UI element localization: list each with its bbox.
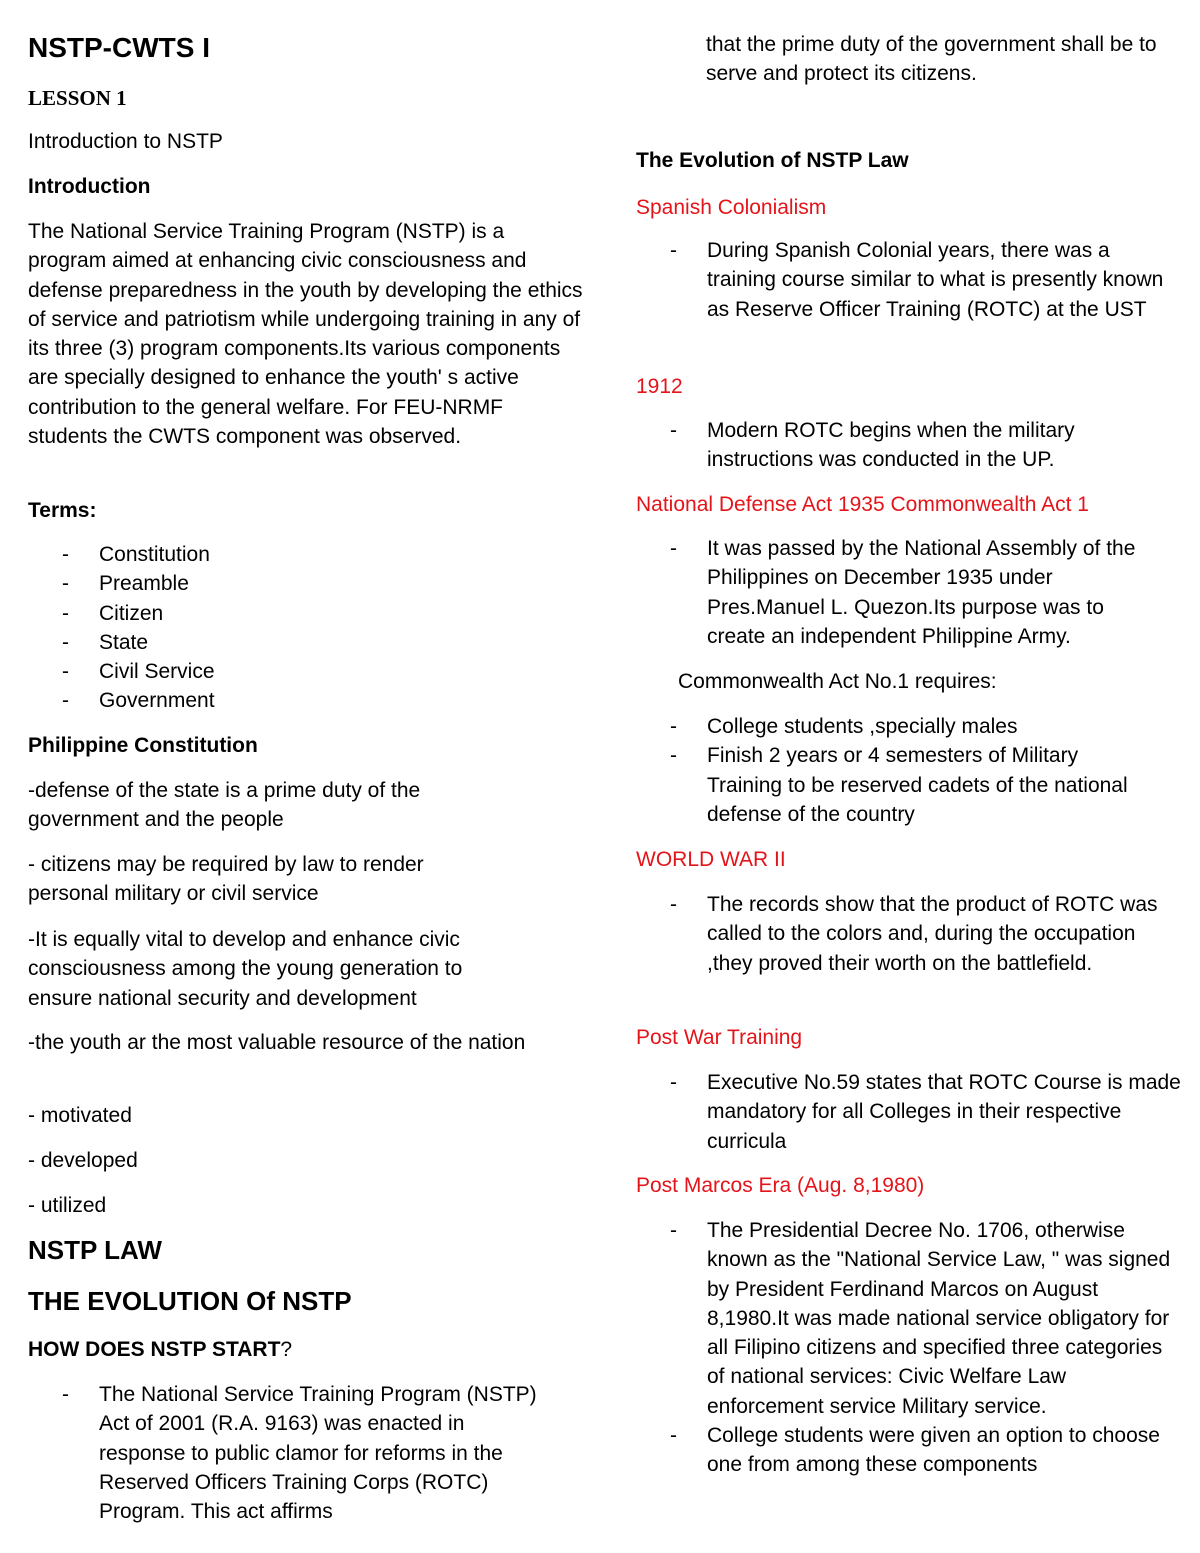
- section-heading: Post War Training: [636, 1026, 803, 1049]
- section-list: [636, 236, 1181, 324]
- list-item: - It was passed by the National Assembly of the Philippines on December 1935 under Pres.Manuel L. Quezon.Its purpose was to create an independent Philippine Army.: [636, 534, 1166, 651]
- how-start-heading: HOW DOES NSTP START?: [28, 1338, 293, 1361]
- section-list: [636, 890, 1171, 978]
- section-heading: Post Marcos Era (Aug. 8,1980): [636, 1174, 925, 1197]
- list-item: - Modern ROTC begins when the military instructions was conducted in the UP.: [636, 416, 1156, 475]
- list-item: - Civil Service: [28, 657, 568, 686]
- constitution-line: - utilized: [28, 1194, 107, 1217]
- constitution-line: -It is equally vital to develop and enhance civic consciousness among the young generation to ensure national security and development: [28, 928, 463, 1010]
- lesson-label: LESSON 1: [28, 86, 127, 110]
- list-item: - Government: [28, 686, 568, 715]
- list-item: - The Presidential Decree No. 1706, otherwise known as the "National Service Law, " was signed by President Ferdinand Marcos on August 8,1980.It was made national service obligatory for all Filipino citizens and specified three categories of national services: Civic Welfare Law enforcement service Military service.: [636, 1216, 1171, 1421]
- list-item: - The records show that the product of ROTC was called to the colors and, during the occupation ,they proved their worth on the battlefield.: [636, 890, 1171, 978]
- terms-heading: Terms:: [28, 499, 97, 522]
- list-item: - College students were given an option to choose one from among these components: [636, 1421, 1171, 1480]
- evolution-law-heading: The Evolution of NSTP Law: [636, 149, 909, 172]
- lesson-subtitle: Introduction to NSTP: [28, 130, 223, 153]
- list-item: - State: [28, 628, 568, 657]
- section-heading: WORLD WAR II: [636, 848, 786, 871]
- list-item: - During Spanish Colonial years, there was a training course similar to what is presently known as Reserve Officer Training (ROTC) at the UST: [636, 236, 1181, 324]
- list-item: - College students ,specially males: [636, 712, 1151, 741]
- ca-requires-list: [636, 712, 1151, 829]
- section-heading: 1912: [636, 375, 683, 398]
- list-item: - Constitution: [28, 540, 568, 569]
- intro-heading: Introduction: [28, 175, 151, 198]
- constitution-line: - motivated: [28, 1104, 132, 1127]
- constitution-line: - developed: [28, 1149, 138, 1172]
- section-list: [636, 416, 1156, 475]
- evolution-heading: THE EVOLUTION Of NSTP: [28, 1286, 352, 1316]
- continued-text: that the prime duty of the government shall be to serve and protect its citizens.: [706, 33, 1157, 86]
- intro-paragraph: The National Service Training Program (NSTP) is a program aimed at enhancing civic consciousness and defense preparedness in the youth by developing the ethics of service and patriotism while undergoing training in any of its three (3) program components.Its various components are specially designed to enhance the youth' s active contribution to the general welfare. For FEU-NRMF students the CWTS component was observed.: [28, 220, 583, 449]
- list-item: - Citizen: [28, 599, 568, 628]
- terms-list: [28, 540, 568, 716]
- constitution-line: - citizens may be required by law to render personal military or civil service: [28, 853, 424, 906]
- list-item: - Finish 2 years or 4 semesters of Military Training to be reserved cadets of the national defense of the country: [636, 741, 1151, 829]
- section-list: [636, 534, 1166, 651]
- list-item: - The National Service Training Program (NSTP) Act of 2001 (R.A. 9163) was enacted in response to public clamor for reforms in the Reserved Officers Training Corps (ROTC) Program. This act affirms: [28, 1380, 548, 1526]
- constitution-heading: Philippine Constitution: [28, 734, 258, 757]
- ca-requires-text: Commonwealth Act No.1 requires:: [678, 670, 997, 693]
- list-item: - Executive No.59 states that ROTC Course is made mandatory for all Colleges in their respective curricula: [636, 1068, 1181, 1156]
- constitution-line: -defense of the state is a prime duty of the government and the people: [28, 779, 421, 832]
- how-start-list: [28, 1380, 548, 1526]
- constitution-line: -the youth ar the most valuable resource of the nation: [28, 1031, 526, 1054]
- section-list: [636, 1216, 1171, 1480]
- section-heading: National Defense Act 1935 Commonwealth Act 1: [636, 493, 1089, 516]
- nstp-law-heading: NSTP LAW: [28, 1235, 162, 1265]
- section-heading: Spanish Colonialism: [636, 196, 827, 219]
- document-title: NSTP-CWTS I: [28, 32, 210, 63]
- section-list: [636, 1068, 1181, 1156]
- list-item: - Preamble: [28, 569, 568, 598]
